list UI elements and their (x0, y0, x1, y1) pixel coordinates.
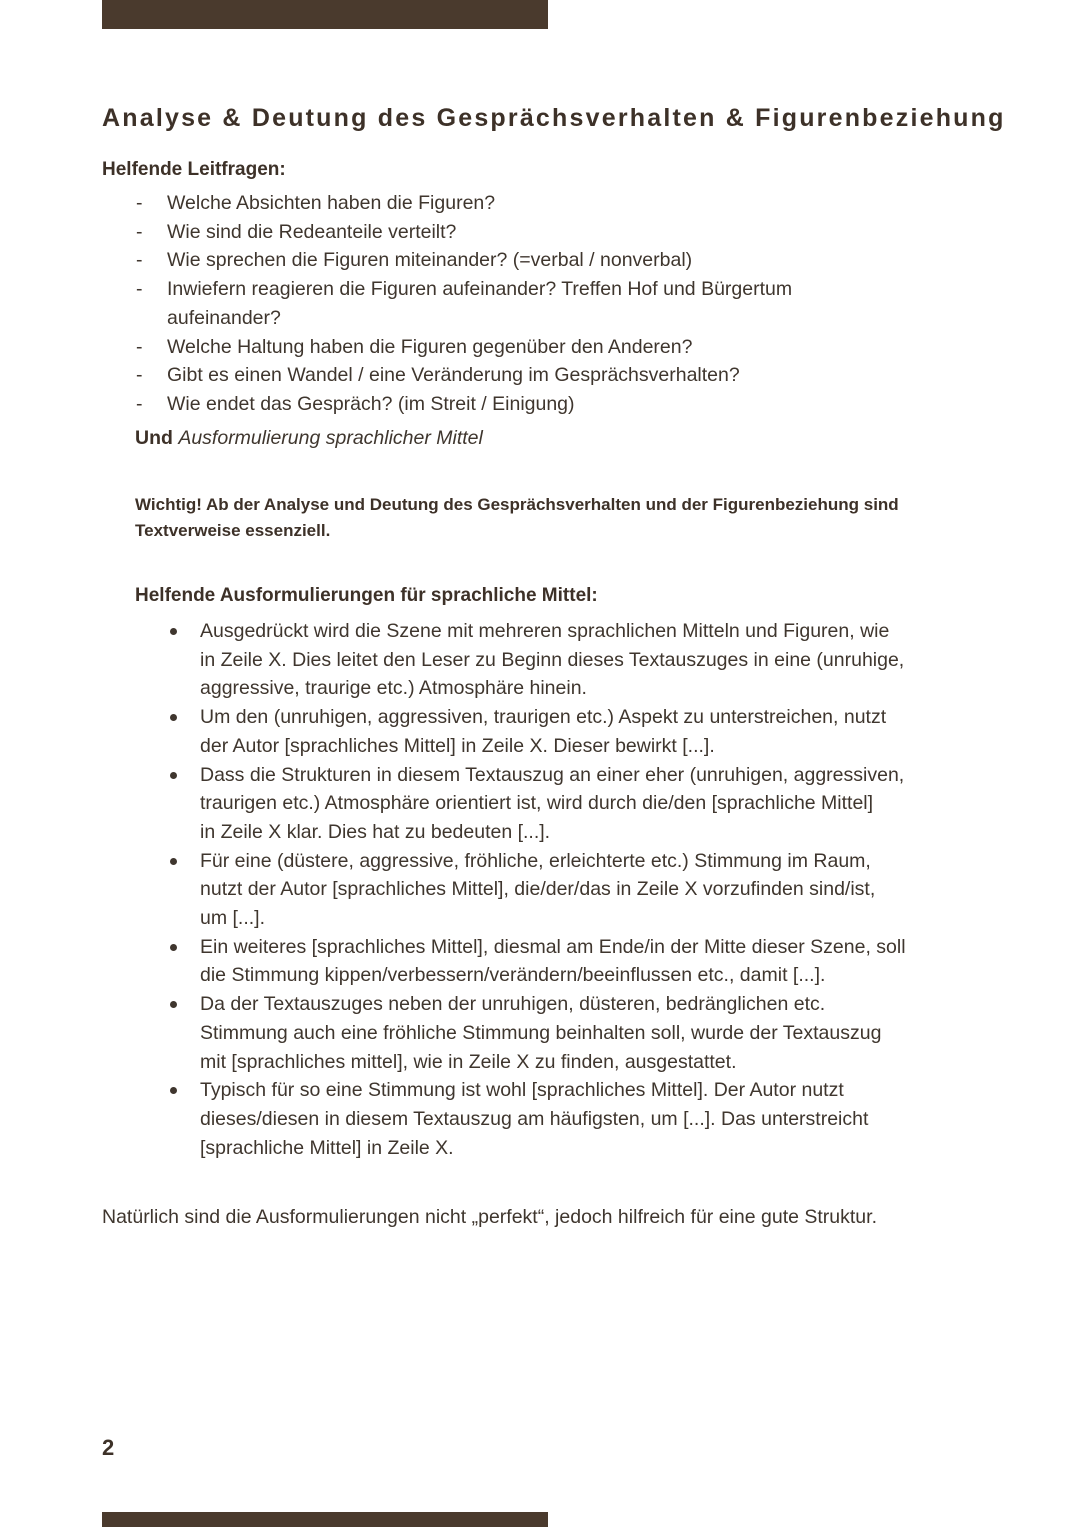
questions-heading: Helfende Leitfragen: (102, 159, 286, 180)
item-line: Wie sprechen die Figuren miteinander? (=verbal / nonverbal) (167, 249, 693, 272)
bottom-decor-bar (102, 1512, 548, 1527)
phrase-item (200, 1076, 906, 1162)
question-item (136, 275, 793, 332)
item-line: Welche Haltung haben die Figuren gegenüber den Anderen? (167, 335, 693, 358)
question-item (136, 390, 792, 419)
dash-marker: - (136, 364, 143, 387)
item-line: in Zeile X. Dies leitet den Leser zu Beginn dieses Textauszuges in eine (unruhige, (200, 648, 905, 671)
und-bold: Und (135, 427, 173, 449)
item-line: Da der Textauszuges neben der unruhigen, düsteren, bedränglichen etc. (200, 993, 826, 1016)
phrase-item (200, 761, 906, 847)
bullet-icon (170, 1087, 177, 1094)
question-item (136, 189, 792, 218)
item-line: Welche Absichten haben die Figuren? (167, 192, 496, 214)
questions-list (136, 189, 793, 419)
dash-marker: - (136, 278, 143, 301)
item-line: Inwiefern reagieren die Figuren aufeinander? Treffen Hof und Bürgertum (167, 278, 793, 301)
item-line: dieses/diesen in diesem Textauszug am häufigsten, um [...]. Das unterstreicht (200, 1107, 869, 1130)
phrase-item (200, 703, 906, 760)
bullet-icon (170, 628, 177, 635)
phrases-list (200, 617, 906, 1162)
item-line: Wie sind die Redeanteile verteilt? (167, 220, 457, 243)
item-line: der Autor [sprachliches Mittel] in Zeile X. Dieser bewirkt [...]. (200, 734, 715, 757)
question-item (136, 333, 792, 362)
und-italic: Ausformulierung sprachlicher Mittel (178, 427, 483, 449)
bullet-icon (170, 772, 177, 779)
item-line: Typisch für so eine Stimmung ist wohl [sprachliches Mittel]. Der Autor nutzt (200, 1079, 844, 1102)
phrase-item (200, 990, 906, 1076)
question-item (136, 246, 792, 275)
bullet-icon (170, 714, 177, 721)
item-line: in Zeile X klar. Dies hat zu bedeuten [...]. (200, 820, 551, 843)
dash-marker: - (136, 392, 143, 415)
section-title: Analyse & Deutung des Gesprächsverhalten & Figurenbeziehung (102, 104, 1006, 132)
item-line: Dass die Strukturen in diesem Textauszug an einer eher (unruhigen, aggressiven, (200, 763, 905, 786)
item-line: Stimmung auch eine fröhliche Stimmung beinhalten soll, wurde der Textauszug (200, 1021, 882, 1044)
item-line: Wie endet das Gespräch? (im Streit / Einigung) (167, 392, 575, 415)
dash-marker: - (136, 192, 143, 214)
item-line: um [...]. (200, 907, 266, 930)
item-line: mit [sprachliches mittel], wie in Zeile X zu finden, ausgestattet. (200, 1050, 737, 1073)
question-item (136, 218, 792, 247)
bullet-icon (170, 858, 177, 865)
phrase-item (200, 847, 906, 933)
bullet-icon (170, 1001, 177, 1008)
phrase-item (200, 617, 906, 703)
top-decor-bar (102, 0, 548, 29)
page-number: 2 (102, 1435, 115, 1460)
important-line: Textverweise essenziell. (135, 521, 331, 540)
important-note (135, 492, 899, 544)
item-line: die Stimmung kippen/verbessern/verändern/beeinflussen etc., damit [...]. (200, 964, 826, 987)
dash-marker: - (136, 335, 143, 358)
phrases-heading: Helfende Ausformulierungen für sprachliche Mittel: (135, 585, 598, 606)
item-line: [sprachliche Mittel] in Zeile X. (200, 1136, 454, 1159)
bullet-icon (170, 944, 177, 951)
closing-text: Natürlich sind die Ausformulierungen nicht „perfekt“, jedoch hilfreich für eine gute Struktur. (102, 1206, 877, 1228)
item-line: Ein weiteres [sprachliches Mittel], diesmal am Ende/in der Mitte dieser Szene, soll (200, 935, 906, 958)
important-line: Wichtig! Ab der Analyse und Deutung des Gesprächsverhalten und der Figurenbeziehung sind (135, 495, 899, 514)
item-line: nutzt der Autor [sprachliches Mittel], die/der/das in Zeile X vorzufinden sind/ist, (200, 878, 876, 901)
phrase-item (200, 933, 906, 990)
item-line: Für eine (düstere, aggressive, fröhliche, erleichterte etc.) Stimmung im Raum, (200, 849, 871, 872)
und-line (135, 424, 483, 453)
item-line: Gibt es einen Wandel / eine Veränderung im Gesprächsverhalten? (167, 364, 740, 387)
item-line: Um den (unruhigen, aggressiven, traurigen etc.) Aspekt zu unterstreichen, nutzt (200, 706, 887, 729)
dash-marker: - (136, 220, 143, 243)
item-line: aufeinander? (167, 306, 281, 329)
item-line: aggressive, traurige etc.) Atmosphäre hinein. (200, 677, 587, 700)
item-line: Ausgedrückt wird die Szene mit mehreren sprachlichen Mitteln und Figuren, wie (200, 620, 890, 642)
question-item (136, 361, 792, 390)
dash-marker: - (136, 249, 143, 272)
item-line: traurigen etc.) Atmosphäre orientiert ist, wird durch die/den [sprachliche Mittel] (200, 792, 874, 815)
